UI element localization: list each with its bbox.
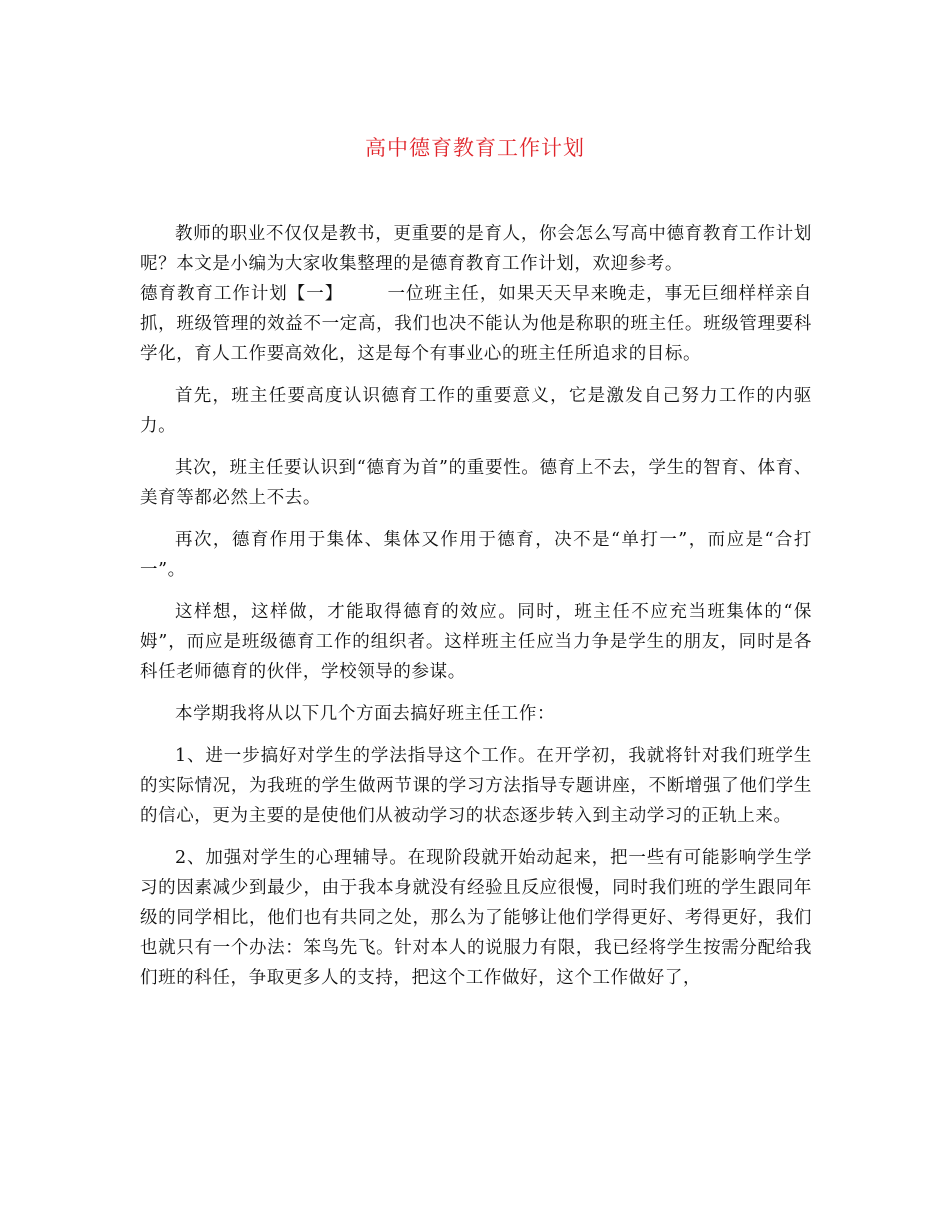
section-1-text: 一位班主任，如果天天早来晚走，事无巨细样样亲自抓，班级管理的效益不一定高，我们也决不能认为他是称职的班主任。班级管理要科学化，育人工作要高效化，这是每个有事业心的班主任所追求的目标。 [140, 284, 812, 364]
section-1-heading: 德育教育工作计划【一】 [140, 284, 344, 304]
paragraph-second: 其次，班主任要认识到“德育为首”的重要性。德育上不去，学生的智育、体育、美育等都必然上不去。 [140, 458, 812, 508]
document-title: 高中德育教育工作计划 [365, 136, 585, 160]
paragraph-item-2: 2、加强对学生的心理辅导。在现阶段就开始动起来，把一些有可能影响学生学习的因素减少到最少，由于我本身就没有经验且反应很慢，同时我们班的学生跟同年级的同学相比，他们也有共同之处，那么为了能够让他们学得更好、考得更好，我们也就只有一个办法：笨鸟先飞。针对本人的说服力有限，我已经将学生按需分配给我们班的科任，争取更多人的支持，把这个工作做好，这个工作做好了， [140, 848, 812, 988]
document-body [140, 219, 812, 1005]
paragraph-fourth: 这样想，这样做，才能取得德育的效应。同时，班主任不应充当班集体的“保姆”，而应是班级德育工作的组织者。这样班主任应当力争是学生的朋友，同时是各科任老师德育的伙伴，学校领导的参谋。 [140, 602, 812, 682]
paragraph-third: 再次，德育作用于集体、集体又作用于德育，决不是“单打一”，而应是“合打一”。 [140, 530, 812, 580]
paragraph-plan-intro: 本学期我将从以下几个方面去搞好班主任工作： [175, 704, 556, 724]
paragraph-first: 首先，班主任要高度认识德育工作的重要意义，它是激发自己努力工作的内驱力。 [140, 386, 812, 436]
section-1-paragraph [140, 279, 812, 369]
paragraph-item-1: 1、进一步搞好对学生的学法指导这个工作。在开学初，我就将针对我们班学生的实际情况，为我班的学生做两节课的学习方法指导专题讲座，不断增强了他们学生的信心，更为主要的是使他们从被动学习的状态逐步转入到主动学习的正轨上来。 [140, 746, 812, 826]
intro-paragraph: 教师的职业不仅仅是教书，更重要的是育人，你会怎么写高中德育教育工作计划呢？本文是小编为大家收集整理的是德育教育工作计划，欢迎参考。 [140, 224, 812, 274]
